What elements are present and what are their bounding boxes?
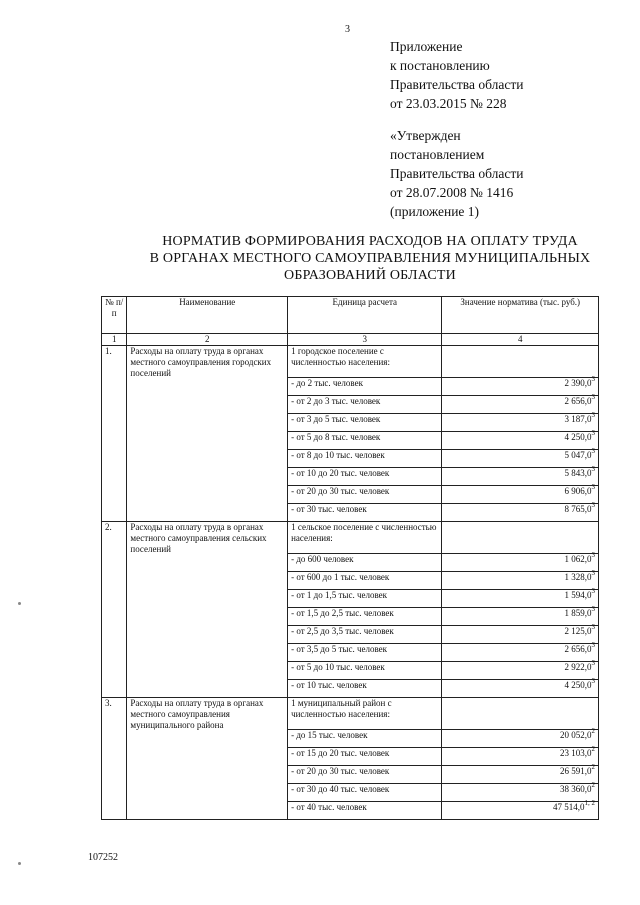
footnote-mark: 2 bbox=[591, 781, 595, 789]
approved-line: Правительства области bbox=[390, 166, 524, 181]
population-range: - от 8 до 10 тыс. человек bbox=[288, 450, 442, 468]
population-range: - от 40 тыс. человек bbox=[288, 802, 442, 820]
norm-value-cell bbox=[442, 393, 599, 414]
title-line: В ОРГАНАХ МЕСТНОГО САМОУПРАВЛЕНИЯ МУНИЦИПАЛЬНЫХ bbox=[149, 251, 591, 266]
page-number: 3 bbox=[345, 24, 350, 35]
section-unit: 1 сельское поселение с численностью населения: bbox=[288, 522, 442, 554]
footnote-mark: 3 bbox=[591, 641, 595, 649]
approved-line: (приложение 1) bbox=[390, 204, 480, 219]
approved-line: «Утвержден bbox=[390, 128, 461, 143]
norm-value-cell bbox=[442, 587, 599, 608]
footnote-mark: 3 bbox=[591, 501, 595, 509]
norm-value: 26 591,0 bbox=[560, 766, 592, 776]
norm-value: 1 062,0 bbox=[564, 554, 592, 564]
norm-value-cell bbox=[442, 781, 599, 802]
section-number: 1. bbox=[102, 346, 127, 522]
norm-value: 1 859,0 bbox=[564, 608, 592, 618]
norm-value: 47 514,0 bbox=[553, 802, 585, 812]
norm-value: 5 843,0 bbox=[564, 468, 592, 478]
population-range: - от 30 до 40 тыс. человек bbox=[288, 784, 442, 802]
footnote-mark: 3 bbox=[591, 465, 595, 473]
population-range: - до 600 человек bbox=[288, 554, 442, 572]
footnote-mark: 3 bbox=[591, 569, 595, 577]
section-unit: 1 муниципальный район с численностью населения: bbox=[288, 698, 442, 730]
population-range: - от 15 до 20 тыс. человек bbox=[288, 748, 442, 766]
norm-value-cell bbox=[442, 763, 599, 784]
footnote-mark: 3 bbox=[591, 587, 595, 595]
footnote-mark: 3 bbox=[591, 659, 595, 667]
norm-value: 2 656,0 bbox=[564, 396, 592, 406]
norm-value: 2 922,0 bbox=[564, 662, 592, 672]
norm-value: 4 250,0 bbox=[564, 432, 592, 442]
norm-value-cell bbox=[442, 623, 599, 644]
norm-value-cell bbox=[442, 551, 599, 572]
norm-value-cell bbox=[442, 677, 599, 698]
norm-value: 1 328,0 bbox=[564, 572, 592, 582]
footnote-mark: 3 bbox=[591, 393, 595, 401]
appendix-line: к постановлению bbox=[390, 58, 490, 73]
norm-value-cell bbox=[442, 569, 599, 590]
footnote-mark: 3 bbox=[591, 447, 595, 455]
population-range: - от 3 до 5 тыс. человек bbox=[288, 414, 442, 432]
norm-value-cell bbox=[442, 745, 599, 766]
approved-line: от 28.07.2008 № 1416 bbox=[390, 185, 514, 200]
table-row bbox=[102, 346, 599, 378]
population-range: - от 600 до 1 тыс. человек bbox=[288, 572, 442, 590]
appendix-line: Правительства области bbox=[390, 77, 524, 92]
population-range: - от 20 до 30 тыс. человек bbox=[288, 766, 442, 784]
norm-value: 6 906,0 bbox=[564, 486, 592, 496]
scan-speck bbox=[18, 862, 21, 865]
footnote-mark: 3 bbox=[591, 375, 595, 383]
population-range: - от 1 до 1,5 тыс. человек bbox=[288, 590, 442, 608]
scan-speck bbox=[18, 602, 21, 605]
column-number: 1 bbox=[102, 334, 127, 346]
norm-value-cell bbox=[442, 799, 599, 820]
norm-value-cell bbox=[442, 501, 599, 522]
population-range: - от 5 до 8 тыс. человек bbox=[288, 432, 442, 450]
column-number: 4 bbox=[442, 334, 599, 346]
footnote-mark: 3 bbox=[591, 429, 595, 437]
section-number: 2. bbox=[102, 522, 127, 698]
column-number: 2 bbox=[127, 334, 288, 346]
norm-value-cell bbox=[442, 605, 599, 626]
population-range: - от 20 до 30 тыс. человек bbox=[288, 486, 442, 504]
column-number-row bbox=[102, 334, 599, 346]
header-name: Наименование bbox=[127, 297, 288, 334]
norm-value-cell bbox=[442, 727, 599, 748]
norm-value-cell bbox=[442, 483, 599, 504]
population-range: - от 10 тыс. человек bbox=[288, 680, 442, 698]
footnote-mark: 2 bbox=[591, 727, 595, 735]
norm-value: 5 047,0 bbox=[564, 450, 592, 460]
norm-value: 3 187,0 bbox=[564, 414, 592, 424]
norm-table bbox=[101, 296, 599, 820]
population-range: - от 5 до 10 тыс. человек bbox=[288, 662, 442, 680]
header-number: № п/п bbox=[102, 297, 127, 334]
norm-value: 1 594,0 bbox=[564, 590, 592, 600]
population-range: - от 10 до 20 тыс. человек bbox=[288, 468, 442, 486]
document-title bbox=[80, 233, 640, 284]
table-body bbox=[102, 346, 599, 820]
population-range: - от 1,5 до 2,5 тыс. человек bbox=[288, 608, 442, 626]
table-row bbox=[102, 522, 599, 554]
footnote-mark: 2 bbox=[591, 745, 595, 753]
header-unit: Единица расчета bbox=[288, 297, 442, 334]
title-line: НОРМАТИВ ФОРМИРОВАНИЯ РАСХОДОВ НА ОПЛАТУ ТРУДА bbox=[162, 234, 578, 249]
footnote-mark: 3 bbox=[591, 483, 595, 491]
section-unit: 1 городское поселение с численностью населения: bbox=[288, 346, 442, 378]
table-header-row bbox=[102, 297, 599, 334]
approved-block bbox=[390, 126, 523, 221]
column-number: 3 bbox=[288, 334, 442, 346]
empty-value-cell bbox=[442, 522, 599, 554]
norm-value: 2 390,0 bbox=[564, 378, 592, 388]
norm-value-cell bbox=[442, 411, 599, 432]
norm-value-cell bbox=[442, 659, 599, 680]
norm-value: 8 765,0 bbox=[564, 504, 592, 514]
footnote-mark: 1, 2 bbox=[584, 799, 595, 807]
approved-line: постановлением bbox=[390, 147, 485, 162]
norm-value-cell bbox=[442, 447, 599, 468]
footnote-mark: 3 bbox=[591, 623, 595, 631]
norm-value: 23 103,0 bbox=[560, 748, 592, 758]
empty-value-cell bbox=[442, 346, 599, 378]
header-value: Значение норматива (тыс. руб.) bbox=[442, 297, 599, 334]
norm-value: 4 250,0 bbox=[564, 680, 592, 690]
footer-code: 107252 bbox=[88, 852, 118, 863]
norm-value: 38 360,0 bbox=[560, 784, 592, 794]
norm-value: 2 656,0 bbox=[564, 644, 592, 654]
table-row bbox=[102, 698, 599, 730]
norm-value-cell bbox=[442, 429, 599, 450]
appendix-line: Приложение bbox=[390, 39, 463, 54]
population-range: - от 3,5 до 5 тыс. человек bbox=[288, 644, 442, 662]
title-line: ОБРАЗОВАНИЙ ОБЛАСТИ bbox=[284, 268, 456, 283]
footnote-mark: 3 bbox=[591, 551, 595, 559]
footnote-mark: 3 bbox=[591, 677, 595, 685]
population-range: - от 2 до 3 тыс. человек bbox=[288, 396, 442, 414]
section-name: Расходы на оплату труда в органах местного самоуправления муниципального района bbox=[127, 698, 288, 820]
population-range: - до 2 тыс. человек bbox=[288, 378, 442, 396]
appendix-line: от 23.03.2015 № 228 bbox=[390, 96, 507, 111]
population-range: - от 2,5 до 3,5 тыс. человек bbox=[288, 626, 442, 644]
norm-value: 20 052,0 bbox=[560, 730, 592, 740]
norm-value-cell bbox=[442, 641, 599, 662]
norm-value: 2 125,0 bbox=[564, 626, 592, 636]
appendix-block bbox=[390, 37, 523, 113]
norm-value-cell bbox=[442, 465, 599, 486]
section-name: Расходы на оплату труда в органах местного самоуправления сельских поселений bbox=[127, 522, 288, 698]
section-name: Расходы на оплату труда в органах местного самоуправления городских поселений bbox=[127, 346, 288, 522]
population-range: - от 30 тыс. человек bbox=[288, 504, 442, 522]
section-number: 3. bbox=[102, 698, 127, 820]
footnote-mark: 3 bbox=[591, 605, 595, 613]
population-range: - до 15 тыс. человек bbox=[288, 730, 442, 748]
norm-value-cell bbox=[442, 375, 599, 396]
footnote-mark: 2 bbox=[591, 763, 595, 771]
empty-value-cell bbox=[442, 698, 599, 730]
footnote-mark: 3 bbox=[591, 411, 595, 419]
